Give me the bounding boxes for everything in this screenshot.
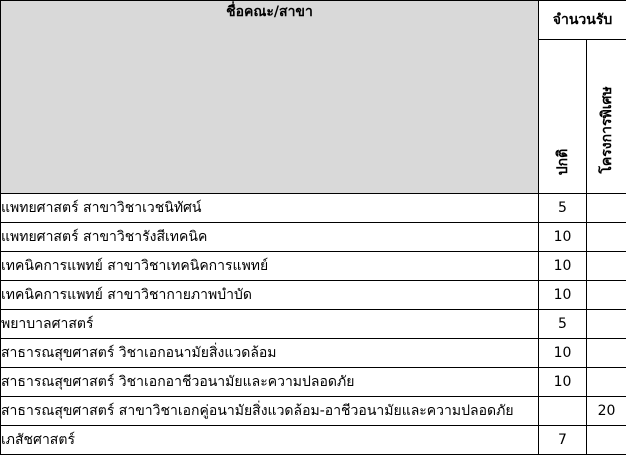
special-count: [587, 426, 626, 455]
normal-count: 5: [539, 194, 587, 223]
faculty-name: เทคนิคการแพทย์ สาขาวิชากายภาพบำบัด: [1, 281, 539, 310]
table-row: [1, 252, 626, 281]
normal-count: 10: [539, 223, 587, 252]
faculty-name: พยาบาลศาสตร์: [1, 310, 539, 339]
special-count: [587, 339, 626, 368]
faculty-name: สาธารณสุขศาสตร์ วิชาเอกอาชีวอนามัยและความปลอดภัย: [1, 368, 539, 397]
table-row: [1, 368, 626, 397]
header-row-top: [1, 1, 626, 40]
normal-header: ปกติ: [554, 148, 571, 176]
special-count: [587, 194, 626, 223]
faculty-name: แพทยศาสตร์ สาขาวิชาเวชนิทัศน์: [1, 194, 539, 223]
special-header: โครงการพิเศษ: [598, 86, 615, 174]
normal-header-cell: [539, 40, 587, 194]
special-count: [587, 310, 626, 339]
special-count: 20: [587, 397, 626, 426]
special-count: [587, 368, 626, 397]
special-header-cell: [587, 40, 626, 194]
table-row: [1, 281, 626, 310]
special-count: [587, 223, 626, 252]
normal-count: [539, 397, 587, 426]
table-row: [1, 397, 626, 426]
normal-count: 10: [539, 339, 587, 368]
special-count: [587, 252, 626, 281]
normal-count: 5: [539, 310, 587, 339]
normal-count: 7: [539, 426, 587, 455]
table-row: [1, 339, 626, 368]
normal-count: 10: [539, 368, 587, 397]
table-row: [1, 426, 626, 455]
faculty-name: สาธารณสุขศาสตร์ สาขาวิชาเอกคู่อนามัยสิ่งแวดล้อม-อาชีวอนามัยและความปลอดภัย: [1, 397, 539, 426]
normal-count: 10: [539, 252, 587, 281]
faculty-header: ชื่อคณะ/สาขา: [1, 1, 539, 194]
faculty-name: สาธารณสุขศาสตร์ วิชาเอกอนามัยสิ่งแวดล้อม: [1, 339, 539, 368]
normal-count: 10: [539, 281, 587, 310]
table-row: [1, 310, 626, 339]
table-row: [1, 194, 626, 223]
special-count: [587, 281, 626, 310]
table-row: [1, 223, 626, 252]
faculty-name: แพทยศาสตร์ สาขาวิชารังสีเทคนิค: [1, 223, 539, 252]
quota-header: จำนวนรับ: [539, 1, 626, 40]
faculty-name: เภสัชศาสตร์: [1, 426, 539, 455]
faculty-name: เทคนิคการแพทย์ สาขาวิชาเทคนิคการแพทย์: [1, 252, 539, 281]
